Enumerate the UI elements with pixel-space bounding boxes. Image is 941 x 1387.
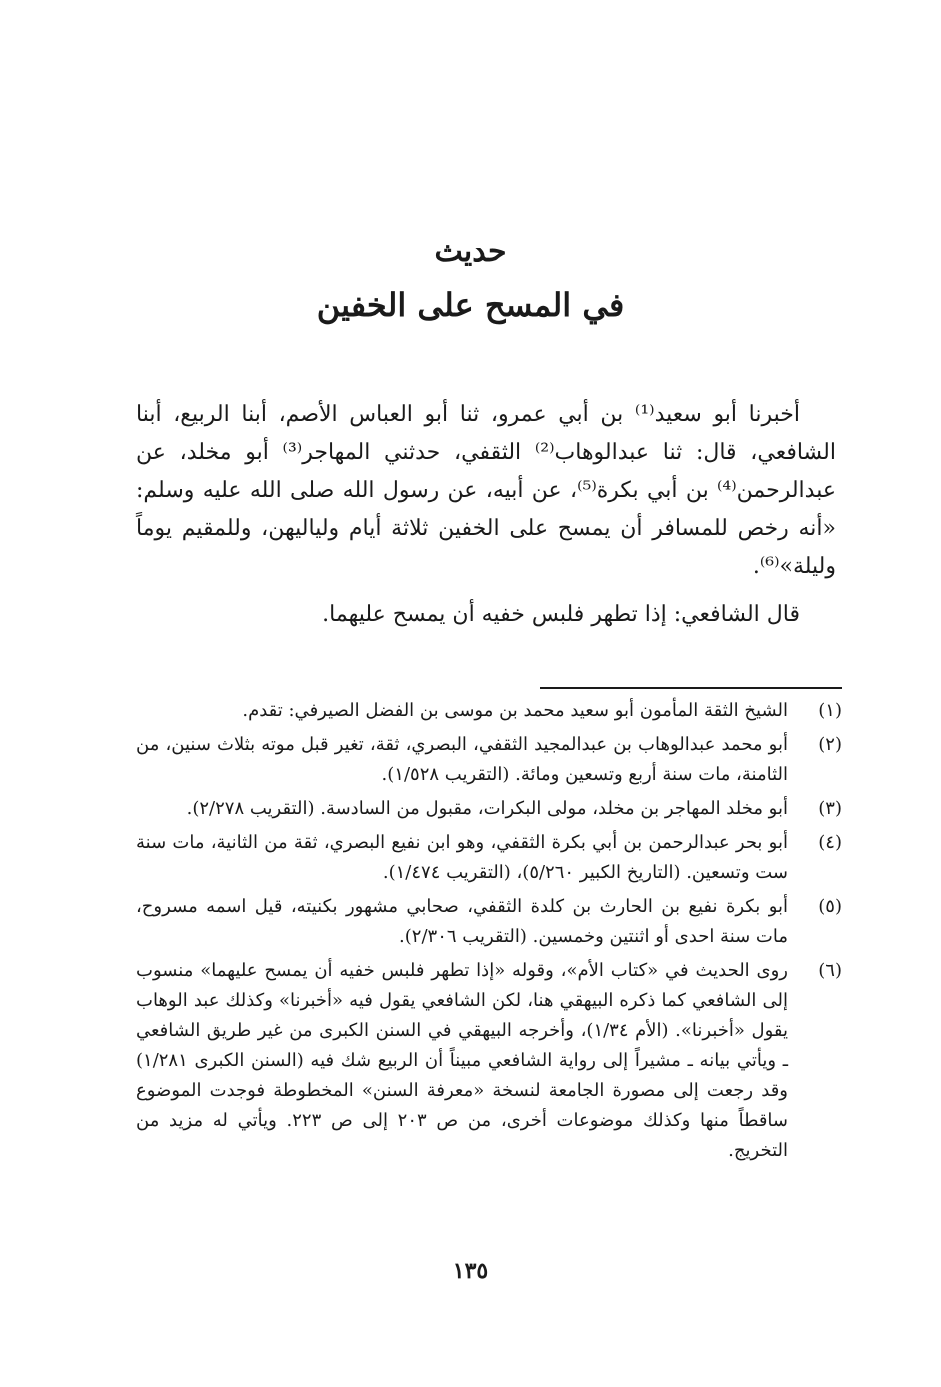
footnote-number: (٥) xyxy=(818,896,842,917)
hadith-paragraph: أخبرنا أبو سعيد⁽¹⁾ بن أبي عمرو، ثنا أبو العباس الأصم، أبنا الربيع، أبنا الشافعي، قال: ثنا عبدالوهاب⁽²⁾ الثقفي، حدثني المهاجر⁽³⁾ أبو مخلد، عن عبدالرحمن⁽⁴⁾ بن أبي بكرة⁽⁵⁾، عن أبيه، عن رسول الله صلى الله عليه وسلم: «أنه رخص للمسافر أن يمسح على الخفين ثلاثة أيام ولياليهن، وللمقيم يوماً وليلة»⁽⁶⁾. xyxy=(136,402,836,579)
footnote-text: روى الحديث في «كتاب الأم»، وقوله «إذا تطهر فلبس خفيه أن يمسح عليهما» منسوب إلى الشافعي كما ذكره البيهقي هنا، لكن الشافعي يقول فيه «أخبرنا» وكذلك عبد الوهاب يقول «أخبرنا». (الأم ١/٣٤)، وأخرجه البيهقي في السنن الكبرى من غير طريق الشافعي ـ ويأتي بيانه ـ مشيراً إلى رواية الشافعي مبيناً أن الربيع شك فيه (السنن الكبرى ١/٢٨١) وقد رجعت إلى مصورة الجامعة لنسخة «معرفة السنن» المخطوطة فوجدت الموضوع ساقطاً منها وكذلك موضوعات أخرى، من ص ٢٠٣ إلى ص ٢٢٣. ويأتي له مزيد من التخريج. xyxy=(136,960,789,1161)
chapter-subtitle: في المسح على الخفين xyxy=(316,286,625,324)
footnote xyxy=(136,892,842,952)
footnote xyxy=(136,794,842,824)
footnote-text: أبو بحر عبدالرحمن بن أبي بكرة الثقفي، وهو ابن نفيع البصري، ثقة من الثانية، مات سنة ست وتسعين. (التاريخ الكبير ٥/٢٦٠)، (التقريب ١/٤٧٤). xyxy=(136,832,788,883)
footnote xyxy=(136,956,842,1166)
footnote-text: الشيخ الثقة المأمون أبو سعيد محمد بن موسى بن الفضل الصيرفي: تقدم. xyxy=(242,700,788,721)
footnote xyxy=(136,730,842,790)
footnote xyxy=(136,828,842,888)
main-text xyxy=(136,396,836,634)
footnotes xyxy=(136,696,842,1170)
page-number: ١٣٥ xyxy=(452,1258,489,1284)
footnote-number: (٣) xyxy=(818,798,842,819)
footnote xyxy=(136,696,842,726)
chapter-title: حديث xyxy=(434,234,507,269)
footnote-text: أبو بكرة نفيع بن الحارث بن كلدة الثقفي، صحابي مشهور بكنيته، قيل اسمه مسروح، مات سنة احدى أو اثنتين وخمسين. (التقريب ٢/٣٠٦). xyxy=(136,896,788,947)
footnote-number: (٤) xyxy=(818,832,842,853)
footnote-number: (٦) xyxy=(818,960,842,981)
footnote-number: (١) xyxy=(818,700,842,721)
footnote-number: (٢) xyxy=(818,734,842,755)
footnote-text: أبو مخلد المهاجر بن مخلد، مولى البكرات، مقبول من السادسة. (التقريب ٢/٢٧٨). xyxy=(186,798,788,819)
footnote-separator xyxy=(540,687,842,689)
shafii-statement-paragraph: قال الشافعي: إذا تطهر فلبس خفيه أن يمسح عليهما. xyxy=(322,602,800,627)
footnote-text: أبو محمد عبدالوهاب بن عبدالمجيد الثقفي، البصري، ثقة، تغير قبل موته بثلاث سنين، من الثامنة، مات سنة أربع وتسعين ومائة. (التقريب ١/٥٢٨). xyxy=(136,734,788,785)
